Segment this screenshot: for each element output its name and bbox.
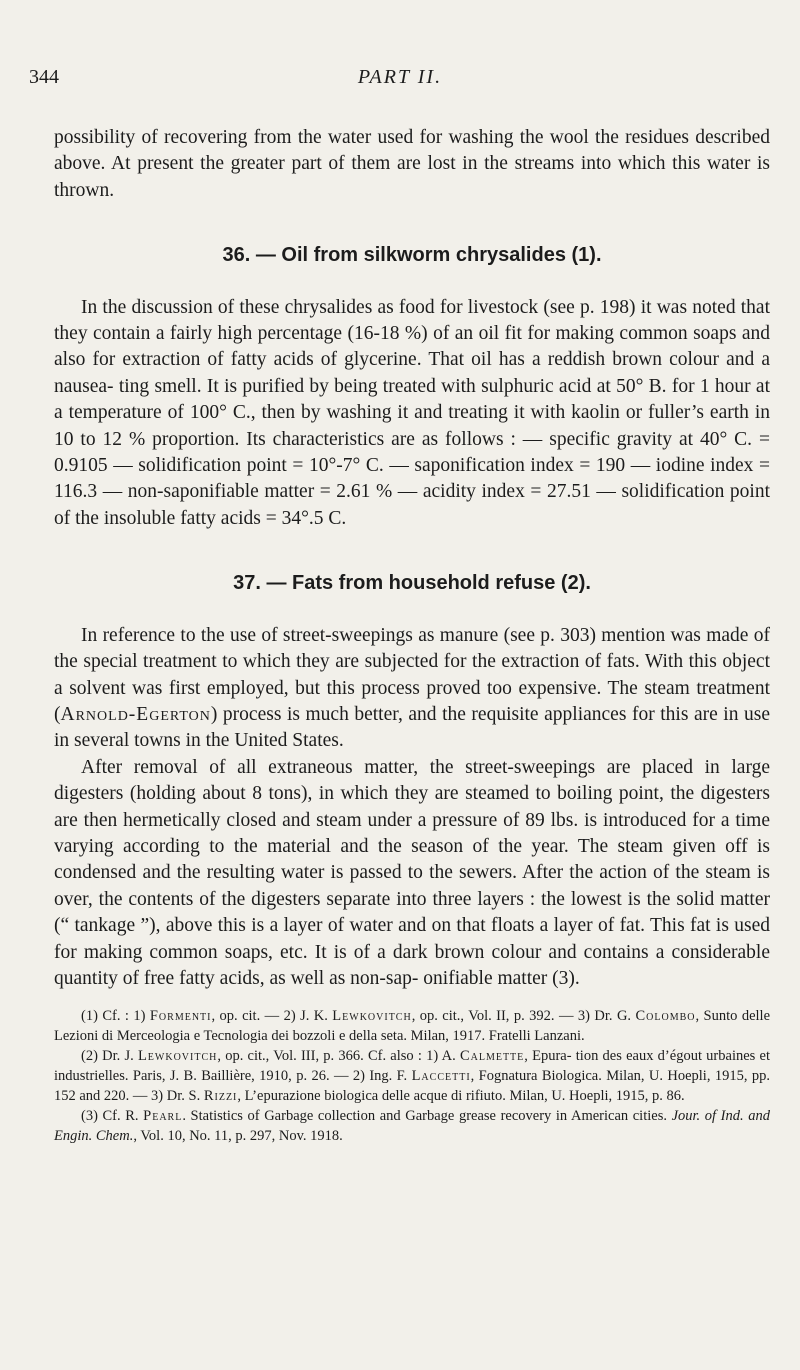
author-name: Laccetti [411, 1068, 471, 1085]
author-name: Calmette [459, 1048, 525, 1065]
intro-paragraph: possibility of recovering from the water used for washing the wool the residues described above. At present the greater part of them are lost in the streams into which this water is thrown. [54, 127, 770, 201]
footnotes [54, 1006, 770, 1146]
section-37-paragraph-2: After removal of all extraneous matter, the street-sweepings are placed in large digesters (holding about 8 tons), in which they are steamed to boiling point, the digesters are then hermetically closed and steam under a pressure of 89 lbs. is introduced for a time varying according to the material and the season of the year. The steam given off is condensed and the resulting water is passed to the sewers. After the action of the steam is over, the contents of the digesters separate into three layers : the lowest is the solid matter (“ tankage ”), above this is a layer of water and on that floats a layer of fat. This fat is used for making common soaps, etc. It is of a dark brown colour and contains a considerable quantity of free fatty acids, as well as non-sap- onifiable matter (3). [54, 756, 770, 989]
author-name: Rizzi [203, 1088, 238, 1105]
author-name: Lewkovitch [332, 1008, 412, 1025]
author-name: Lewkovitch [137, 1048, 218, 1065]
author-name: Formenti [149, 1008, 212, 1025]
running-title: PART II. [357, 66, 443, 88]
footnote-2: (2) Dr. J. Lewkovitch, op. cit., Vol. III, p. 366. Cf. also : 1) A. Calmette, Epura- tion des eaux d’égout urbaines et industrielles. Paris, J. B. Baillière, 1910, p. 26. — 2) Ing. F. Laccetti, Fognatura Biologica. Milan, U. Hoepli, 1915, pp. 152 and 220. — 3) Dr. S. Rizzi, L’epurazione biologica delle acque di rifiuto. Milan, U. Hoepli, 1915, p. 86. [54, 1048, 770, 1105]
footnote-1: (1) Cf. : 1) Formenti, op. cit. — 2) J. K. Lewkovitch, op. cit., Vol. II, p. 392. — 3) Dr. G. Colombo, Sunto delle Lezioni di Merceologia e Tecnologia dei bozzoli e della seta. Milan, 1917. Fratelli Lanzani. [54, 1008, 771, 1045]
section-heading-37: 37. — Fats from household refuse (2). [233, 572, 591, 595]
author-name: Colombo [635, 1008, 696, 1025]
author-name: Pearl [143, 1108, 183, 1125]
section-36-paragraph: In the discussion of these chrysalides as food for livestock (see p. 198) it was noted that they contain a fairly high percentage (16-18 %) of an oil fit for making common soaps and also for extraction of fatty acids of glycerine. That oil has a reddish brown colour and a nausea- ting smell. It is purified by being treated with sulphuric acid at 50° B. for 1 hour at a temperature of 100° C., then by washing it and treating it with kaolin or fuller’s earth in 10 to 12 % proportion. Its characteristics are as follows : — specific gravity at 40° C. = 0.9105 — solidification point = 10°-7° C. — saponification index = 190 — iodine index = 116.3 — non-saponifiable matter = 2.61 % — acidity index = 27.51 — solidification point of the insoluble fatty acids = 34°.5 C. [54, 296, 770, 529]
body-text [54, 125, 770, 1146]
section-heading-36: 36. — Oil from silkworm chrysalides (1). [222, 244, 602, 267]
page-number: 344 [29, 66, 59, 88]
section-37-paragraph-1: In reference to the use of street-sweepings as manure (see p. 303) mention was made of the special treatment to which they are subjected for the extraction of fats. With this object a solvent was first employed, but this process proved too expensive. The steam treatment (Arnold-Egerton) process is much better, and the requisite appliances for this are in use in several towns in the United States. [54, 624, 770, 752]
journal-title: Jour. of Ind. and Engin. Chem. [54, 1108, 770, 1145]
author-name: Arnold-Egerton [60, 703, 211, 725]
running-head [29, 66, 800, 96]
footnote-3: (3) Cf. R. Pearl. Statistics of Garbage collection and Garbage grease recovery in American cities. Jour. of Ind. and Engin. Chem., Vol. 10, No. 11, p. 297, Nov. 1918. [54, 1108, 770, 1145]
